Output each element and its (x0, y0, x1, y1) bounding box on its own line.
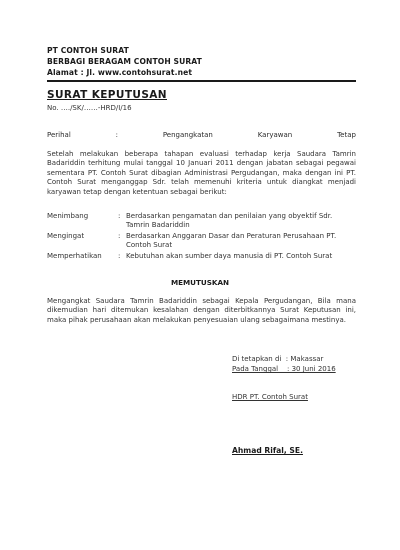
letter-title: SURAT KEPUTUSAN (47, 89, 167, 101)
term-label: Mengingat (47, 232, 85, 240)
signature-department: HDR PT. Contoh Surat (232, 393, 308, 401)
subject-word-1: Pengangkatan (162, 131, 213, 139)
company-name: PT CONTOH SURAT (47, 46, 129, 55)
subject-word-3: Tetap (337, 131, 356, 139)
subject-label: Perihal (47, 131, 71, 139)
subject-colon: : (115, 131, 118, 139)
term-value: Berdasarkan pengamatan dan penilaian yang obyektif Sdr. Tamrin Badariddin (126, 212, 333, 230)
subject-line (47, 131, 356, 139)
company-address: Alamat : Jl. www.contohsurat.net (47, 68, 193, 77)
signature-place: Di tetapkan di : Makassar (232, 355, 324, 363)
decision-heading: MEMUTUSKAN (170, 278, 230, 287)
signature-date: Pada Tanggal : 30 Juni 2016 (232, 365, 336, 373)
term-label: Menimbang (47, 212, 89, 220)
subject-word-2: Karyawan (257, 131, 293, 139)
term-label: Memperhatikan (47, 252, 102, 260)
signer-name: Ahmad Rifal, SE. (232, 446, 303, 455)
term-value: Kebutuhan akan sumber daya manusia di PT. Contoh Surat (126, 252, 333, 260)
intro-paragraph: Setelah melakukan beberapa tahapan evaluasi terhadap kerja Saudara Tamrin Badariddin terhitung mulai tanggal 10 Januari 2011 dengan jabatan sebagai pegawai sementara PT. Contoh Surat dibagian Administrasi Pergudangan, maka dengan ini PT. Contoh Surat menganggap Sdr. telah memenuhi kriteria untuk diangkat menjadi karyawan tetap dengan ketentuan sebagai berikut: (47, 150, 356, 196)
letterhead-rule (47, 80, 356, 82)
company-tagline: BERBAGI BERAGAM CONTOH SURAT (47, 57, 202, 66)
term-colon: : (118, 212, 121, 220)
term-colon: : (118, 252, 121, 260)
decision-paragraph: Mengangkat Saudara Tamrin Badariddin sebagai Kepala Pergudangan, Bila mana dikemudian hari ditemukan kesalahan dengan diterbitkannya Surat Keputusan ini, maka pihak perusahaan akan melakukan penyesuaian ulang sebagaimana mestinya. (47, 297, 356, 324)
term-value: Berdasarkan Anggaran Dasar dan Peraturan Perusahaan PT. Contoh Surat (126, 232, 337, 250)
term-colon: : (118, 232, 121, 240)
letter-number: No. …./SK/……-HRD/I/16 (47, 104, 132, 112)
